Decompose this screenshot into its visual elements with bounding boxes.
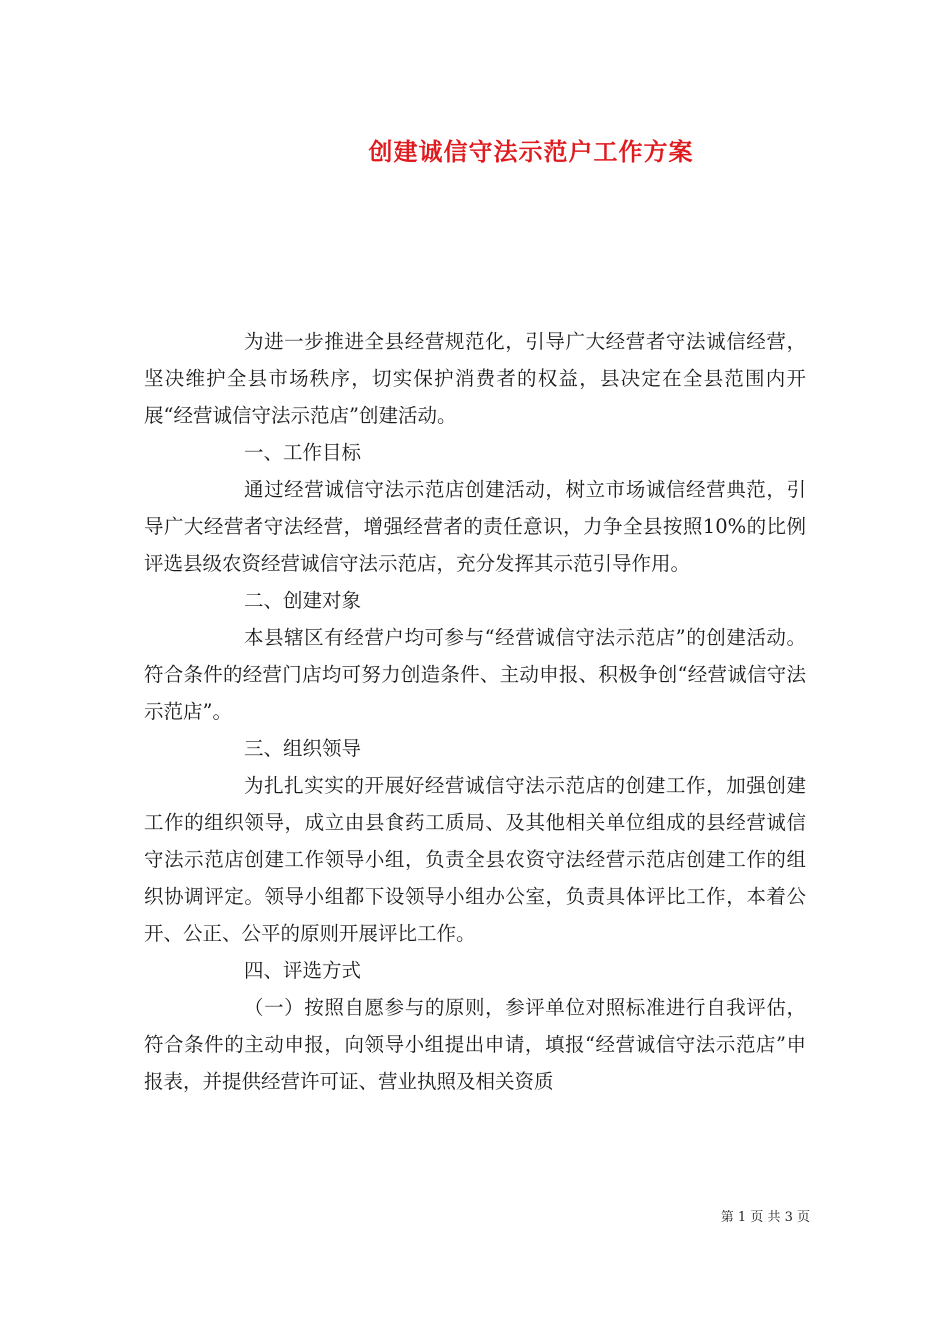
intro-paragraph: 为进一步推进全县经营规范化，引导广大经营者守法诚信经营，坚决维护全县市场秩序，切实保护消费者的权益，县决定在全县范围内开展“经营诚信守法示范店”创建活动。 [144, 330, 806, 427]
section-heading-targets: 二、创建对象 [244, 589, 362, 612]
section-heading-leadership: 三、组织领导 [244, 737, 362, 760]
section-heading-goals: 一、工作目标 [244, 441, 362, 464]
section-body-goals: 通过经营诚信守法示范店创建活动，树立市场诚信经营典范，引导广大经营者守法经营，增强经营者的责任意识，力争全县按照10%的比例评选县级农资经营诚信守法示范店，充分发挥其示范引导作用。 [144, 478, 806, 575]
section-heading-selection: 四、评选方式 [244, 959, 362, 982]
page-number: 第 1 页 共 3 页 [720, 1210, 810, 1225]
section-body-selection: （一）按照自愿参与的原则，参评单位对照标准进行自我评估，符合条件的主动申报，向领导小组提出申请，填报“经营诚信守法示范店”申报表，并提供经营许可证、营业执照及相关资质 [144, 996, 806, 1093]
document-title: 创建诚信守法示范户工作方案 [368, 137, 694, 166]
section-body-leadership: 为扎扎实实的开展好经营诚信守法示范店的创建工作，加强创建工作的组织领导，成立由县食药工质局、及其他相关单位组成的县经营诚信守法示范店创建工作领导小组，负责全县农资守法经营示范店创建工作的组织协调评定。领导小组都下设领导小组办公室，负责具体评比工作，本着公开、公正、公平的原则开展评比工作。 [144, 774, 806, 945]
section-body-targets: 本县辖区有经营户均可参与“经营诚信守法示范店”的创建活动。符合条件的经营门店均可努力创造条件、主动申报、积极争创“经营诚信守法示范店”。 [144, 626, 806, 723]
document-body [144, 323, 806, 1100]
